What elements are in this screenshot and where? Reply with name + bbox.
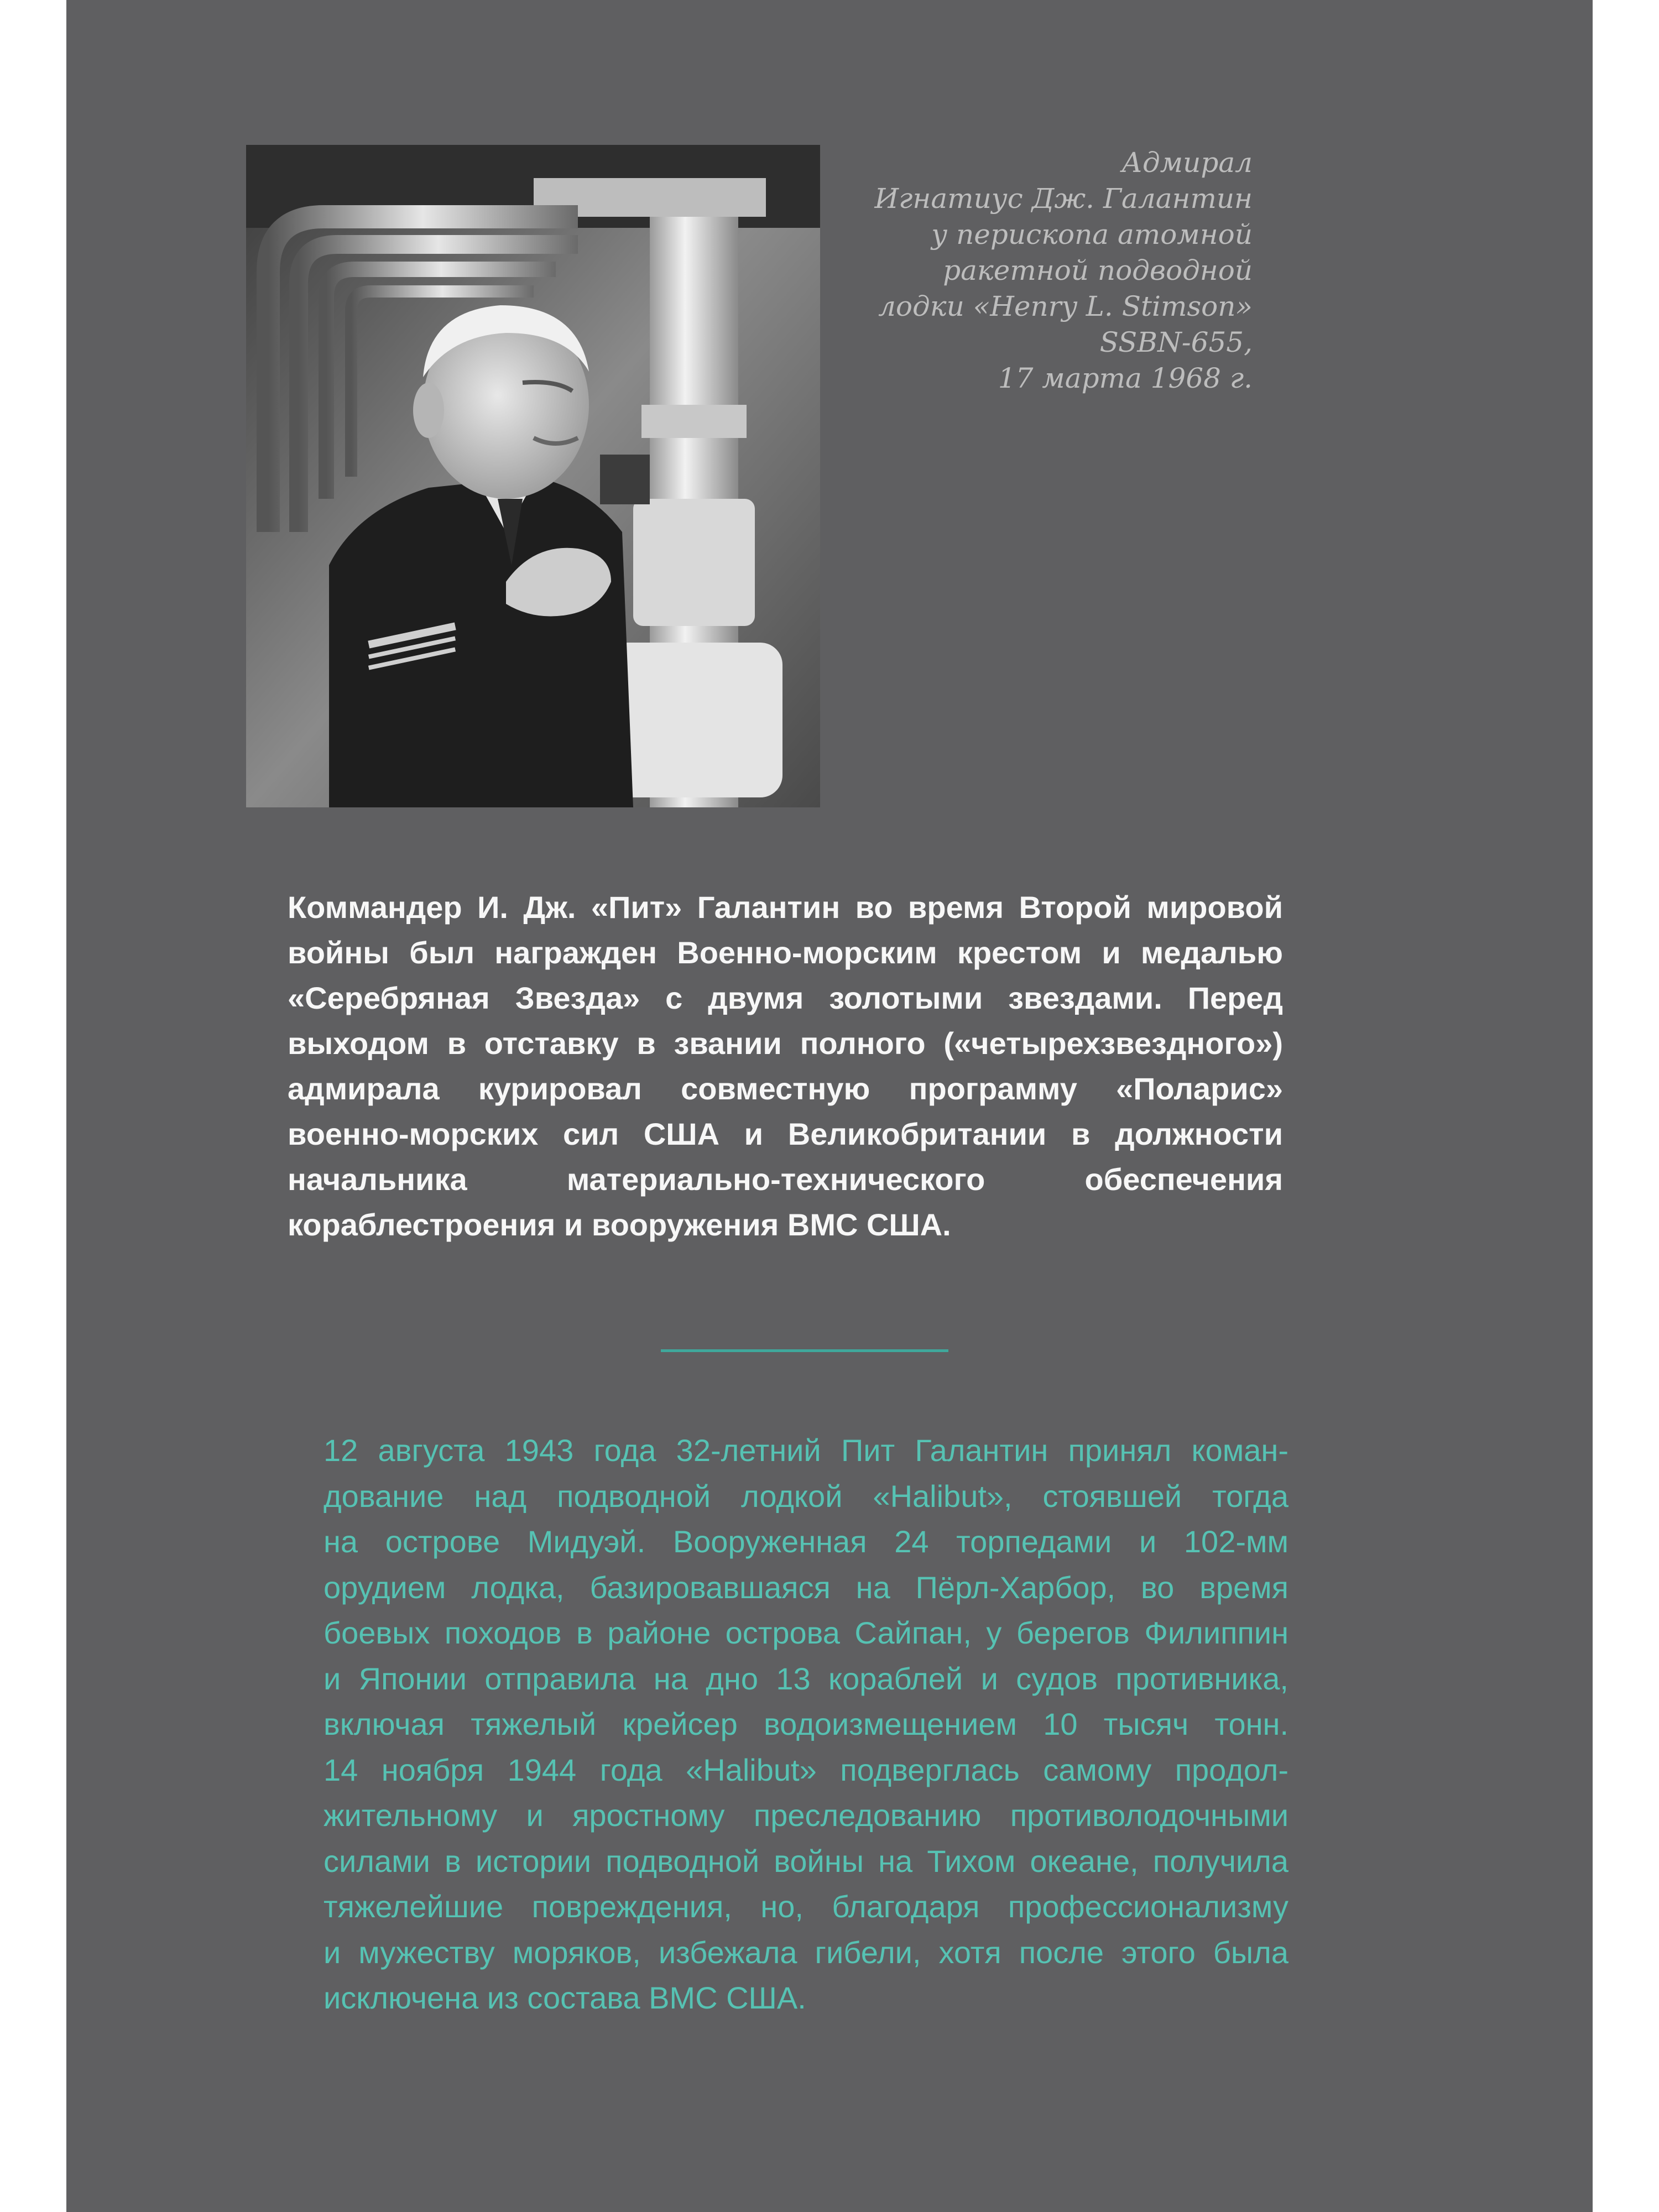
caption-line: 17 марта 1968 г.: [998, 362, 1253, 394]
bio-paragraph: [288, 885, 1283, 1248]
bio-line: войны был награжден Военно-морским крестом и медалью: [288, 935, 1283, 970]
bio-line: Коммандер И. Дж. «Пит» Галантин во время Второй мировой: [288, 890, 1283, 925]
story-line: жительному и яростному преследованию противолодочными: [324, 1798, 1288, 1833]
story-line: и мужеству моряков, избежала гибели, хотя после этого была: [324, 1934, 1288, 1970]
caption-line: лодки «Henry L. Stimson»: [878, 290, 1253, 322]
bio-line: военно-морских сил США и Великобритании в должности: [288, 1117, 1283, 1151]
halibut-story-paragraph: [324, 1428, 1288, 2021]
caption-line: ракетной подводной: [943, 254, 1253, 286]
story-line: боевых походов в районе острова Сайпан, у берегов Филиппин: [324, 1615, 1288, 1650]
story-line: орудием лодка, базировавшаяся на Пёрл-Харбор, во время: [324, 1569, 1288, 1605]
bio-line: начальника материально-технического обеспечения: [288, 1162, 1283, 1197]
story-line: 14 ноября 1944 года «Halibut» подверглась самому продол-: [324, 1752, 1288, 1787]
story-line: исключена из состава ВМС США.: [324, 1980, 806, 2015]
bio-line: «Серебряная Звезда» с двумя золотыми звездами. Перед: [288, 980, 1283, 1015]
bio-line: адмирала курировал совместную программу «Поларис»: [288, 1071, 1283, 1106]
admiral-periscope-photo: [246, 145, 820, 807]
story-line: и Японии отправила на дно 13 кораблей и судов противника,: [324, 1661, 1288, 1696]
bio-line: выходом в отставку в звании полного («четырехзвездного»): [288, 1026, 1283, 1061]
section-divider: [661, 1349, 948, 1352]
bio-line: кораблестроения и вооружения ВМС США.: [288, 1207, 951, 1242]
story-line: 12 августа 1943 года 32-летний Пит Галантин принял коман-: [324, 1433, 1288, 1468]
portrait-photo-icon: [246, 145, 820, 807]
caption-line: SSBN-655,: [1099, 326, 1253, 358]
story-line: на острове Мидуэй. Вооруженная 24 торпедами и 102-мм: [324, 1524, 1288, 1559]
story-line: силами в истории подводной войны на Тихом океане, получила: [324, 1843, 1288, 1879]
story-line: тяжелейшие повреждения, но, благодаря профессионализму: [324, 1889, 1288, 1924]
photo-caption: [835, 145, 1253, 397]
story-line: включая тяжелый крейсер водоизмещением 10 тысяч тонн.: [324, 1707, 1288, 1741]
story-line: дование над подводной лодкой «Halibut», стоявшей тогда: [324, 1478, 1288, 1514]
caption-line: у перископа атомной: [931, 218, 1253, 251]
caption-line: Игнатиус Дж. Галантин: [874, 182, 1253, 215]
caption-line: Адмирал: [1121, 147, 1253, 179]
